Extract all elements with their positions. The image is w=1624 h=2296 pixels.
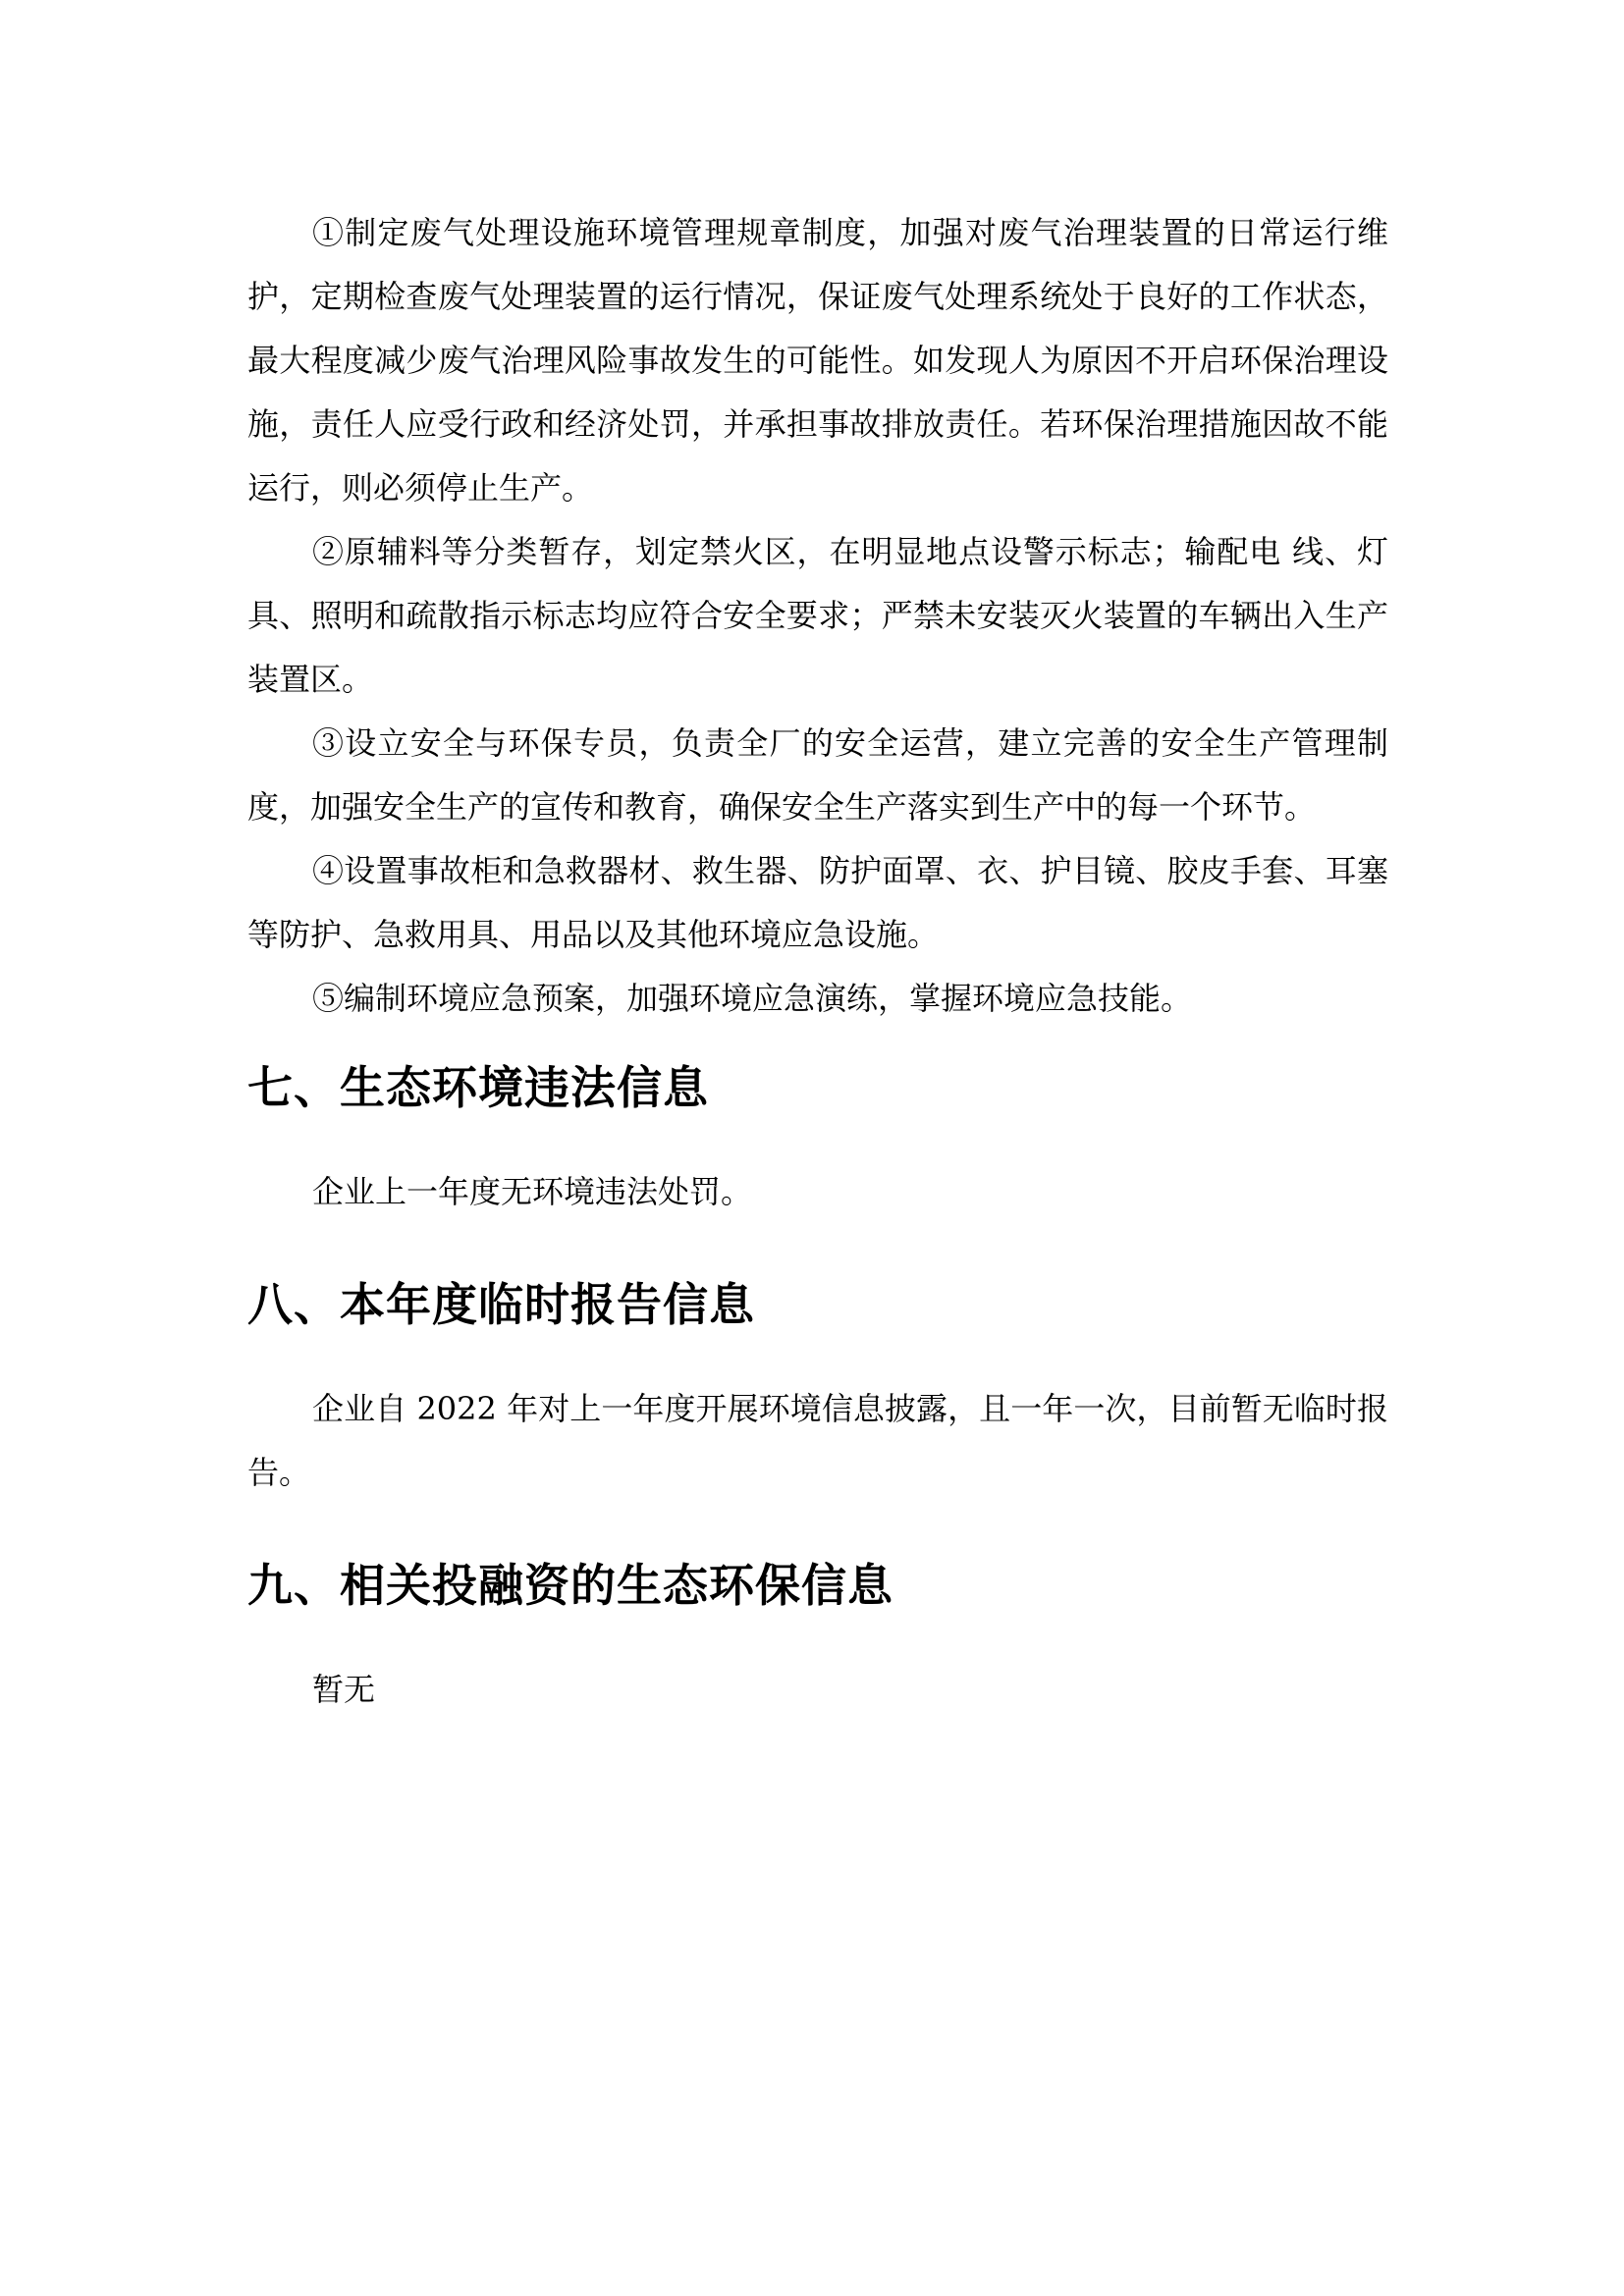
section-7-heading: 七、生态环境违法信息	[247, 1061, 709, 1114]
section-8-heading: 八、本年度临时报告信息	[247, 1278, 755, 1331]
section-9-heading: 九、相关投融资的生态环保信息	[247, 1559, 893, 1612]
measure-paragraph-2: ②原辅料等分类暂存，划定禁火区，在明显地点设警示标志；输配电 线、灯具、照明和疏散指示标志均应符合安全要求；严禁未安装灭火装置的车辆出入生产装置区。	[247, 533, 1388, 698]
measure-paragraph-1: ①制定废气处理设施环境管理规章制度，加强对废气治理装置的日常运行维护，定期检查废气处理装置的运行情况，保证废气处理系统处于良好的工作状态，最大程度减少废气治理风险事故发生的可能性。如发现人为原因不开启环保治理设施，责任人应受行政和经济处罚，并承担事故排放责任。若环保治理措施因故不能运行，则必须停止生产。	[247, 214, 1388, 507]
page-content	[247, 201, 1388, 1722]
measure-paragraph-3: ③设立安全与环保专员，负责全厂的安全运营，建立完善的安全生产管理制度，加强安全生产的宣传和教育，确保安全生产落实到生产中的每一个环节。	[247, 724, 1388, 826]
section-9-body: 暂无	[312, 1671, 376, 1708]
measure-paragraph-4: ④设置事故柜和急救器材、救生器、防护面罩、衣、护目镜、胶皮手套、耳塞等防护、急救用具、用品以及其他环境应急设施。	[247, 852, 1388, 953]
section-7-body: 企业上一年度无环境违法处罚。	[312, 1173, 753, 1210]
measure-paragraph-5: ⑤编制环境应急预案，加强环境应急演练，掌握环境应急技能。	[312, 980, 1193, 1017]
section-8-body: 企业自 2022 年对上一年度开展环境信息披露，且一年一次，目前暂无临时报告。	[247, 1390, 1388, 1491]
